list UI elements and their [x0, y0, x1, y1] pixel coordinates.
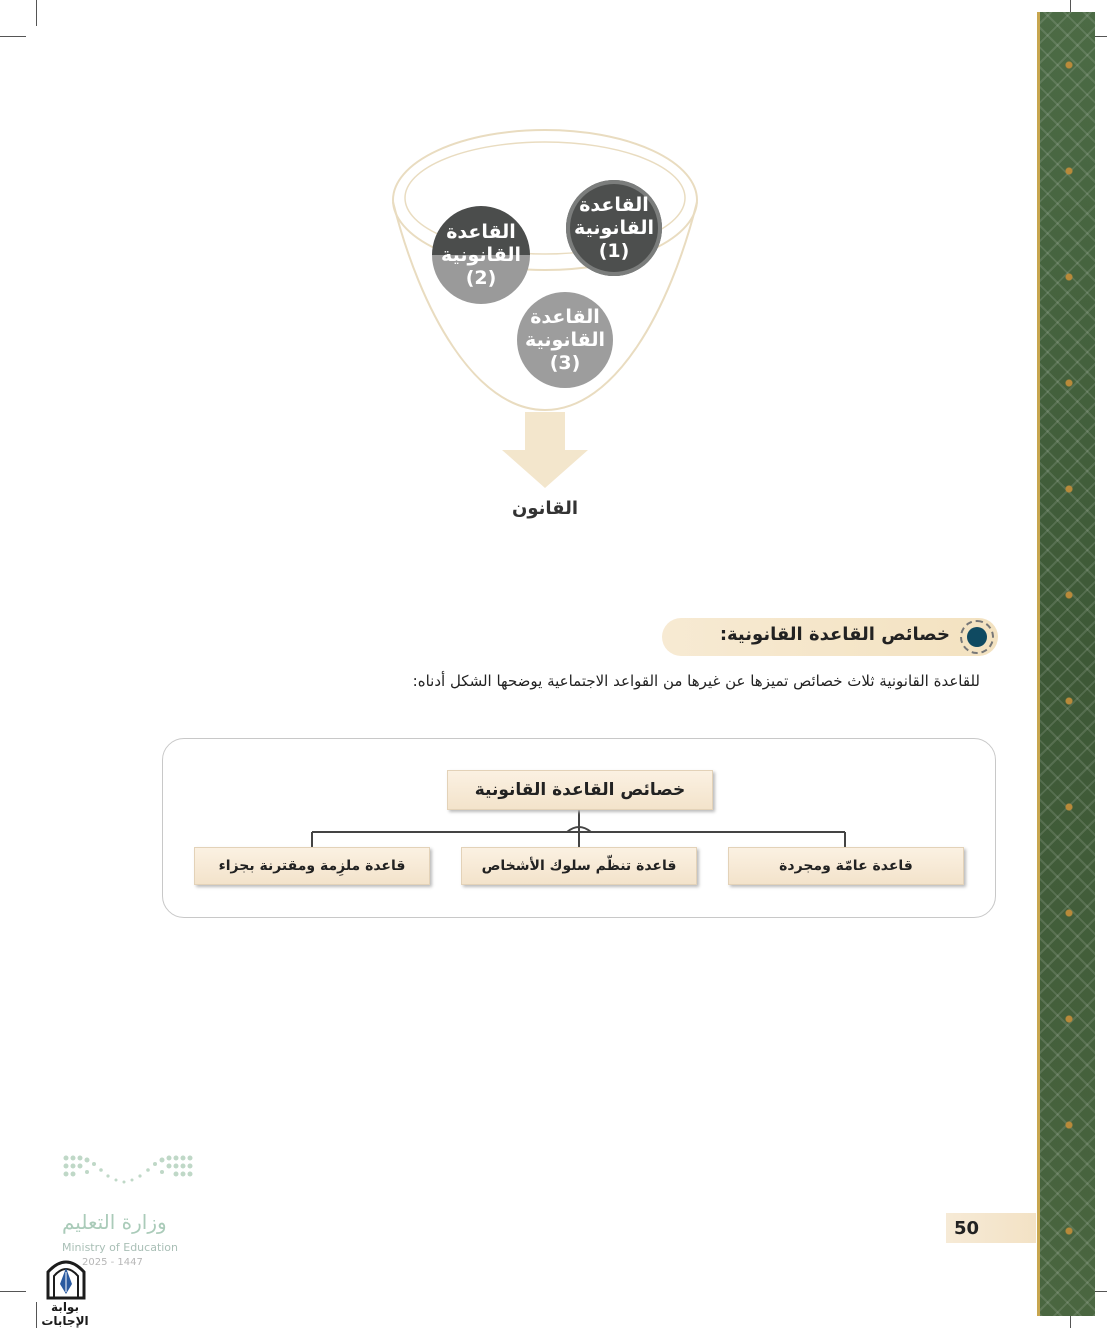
characteristic-general-abstract: قاعدة عامّة ومجردة — [728, 847, 964, 885]
section-title: خصائص القاعدة القانونية: — [719, 624, 950, 645]
circle-number: (1) — [598, 239, 630, 262]
site-name: بوابة الإجابات — [41, 1300, 89, 1328]
circle-number: (3) — [549, 351, 581, 374]
circle-number: (2) — [465, 266, 497, 289]
circle-label-line1: القاعدة — [446, 220, 516, 243]
tree-connectors — [162, 738, 996, 918]
circle-label-line1: القاعدة — [579, 193, 649, 216]
diagram-root-tag: خصائص القاعدة القانونية — [447, 770, 713, 810]
characteristic-binding-sanction: قاعدة ملزِمة ومقترنة بجزاء — [194, 847, 430, 885]
circle-label-line1: القاعدة — [530, 305, 600, 328]
funnel-diagram — [380, 120, 710, 540]
sun-badge-icon — [960, 620, 994, 654]
decorative-border — [1037, 12, 1095, 1316]
section-header — [662, 618, 998, 656]
crop-mark — [0, 1291, 26, 1292]
ministry-name-english: Ministry of Education — [62, 1241, 179, 1254]
circle-label-line2: القانونية — [525, 328, 605, 351]
funnel-result-label: القانون — [511, 498, 579, 519]
intro-paragraph: للقاعدة القانونية ثلاث خصائص تميزها عن غيرها من القواعد الاجتماعية يوضحها الشكل أدناه: — [412, 672, 980, 690]
edition-year: 2025 - 1447 — [82, 1257, 143, 1268]
crop-mark — [0, 36, 26, 37]
legal-rule-circle-1 — [566, 180, 662, 276]
page-number: 50 — [946, 1213, 1036, 1243]
characteristic-regulates-behavior: قاعدة تنظّم سلوك الأشخاص — [461, 847, 697, 885]
ministry-name-arabic: وزارة التعليم — [62, 1210, 167, 1234]
circle-label-line2: القانونية — [574, 216, 654, 239]
ministry-logo-icon — [58, 1152, 208, 1202]
crop-mark — [36, 0, 37, 26]
circle-label-line2: القانونية — [441, 243, 521, 266]
legal-rule-circle-2 — [432, 206, 530, 304]
legal-rule-circle-3 — [517, 292, 613, 388]
